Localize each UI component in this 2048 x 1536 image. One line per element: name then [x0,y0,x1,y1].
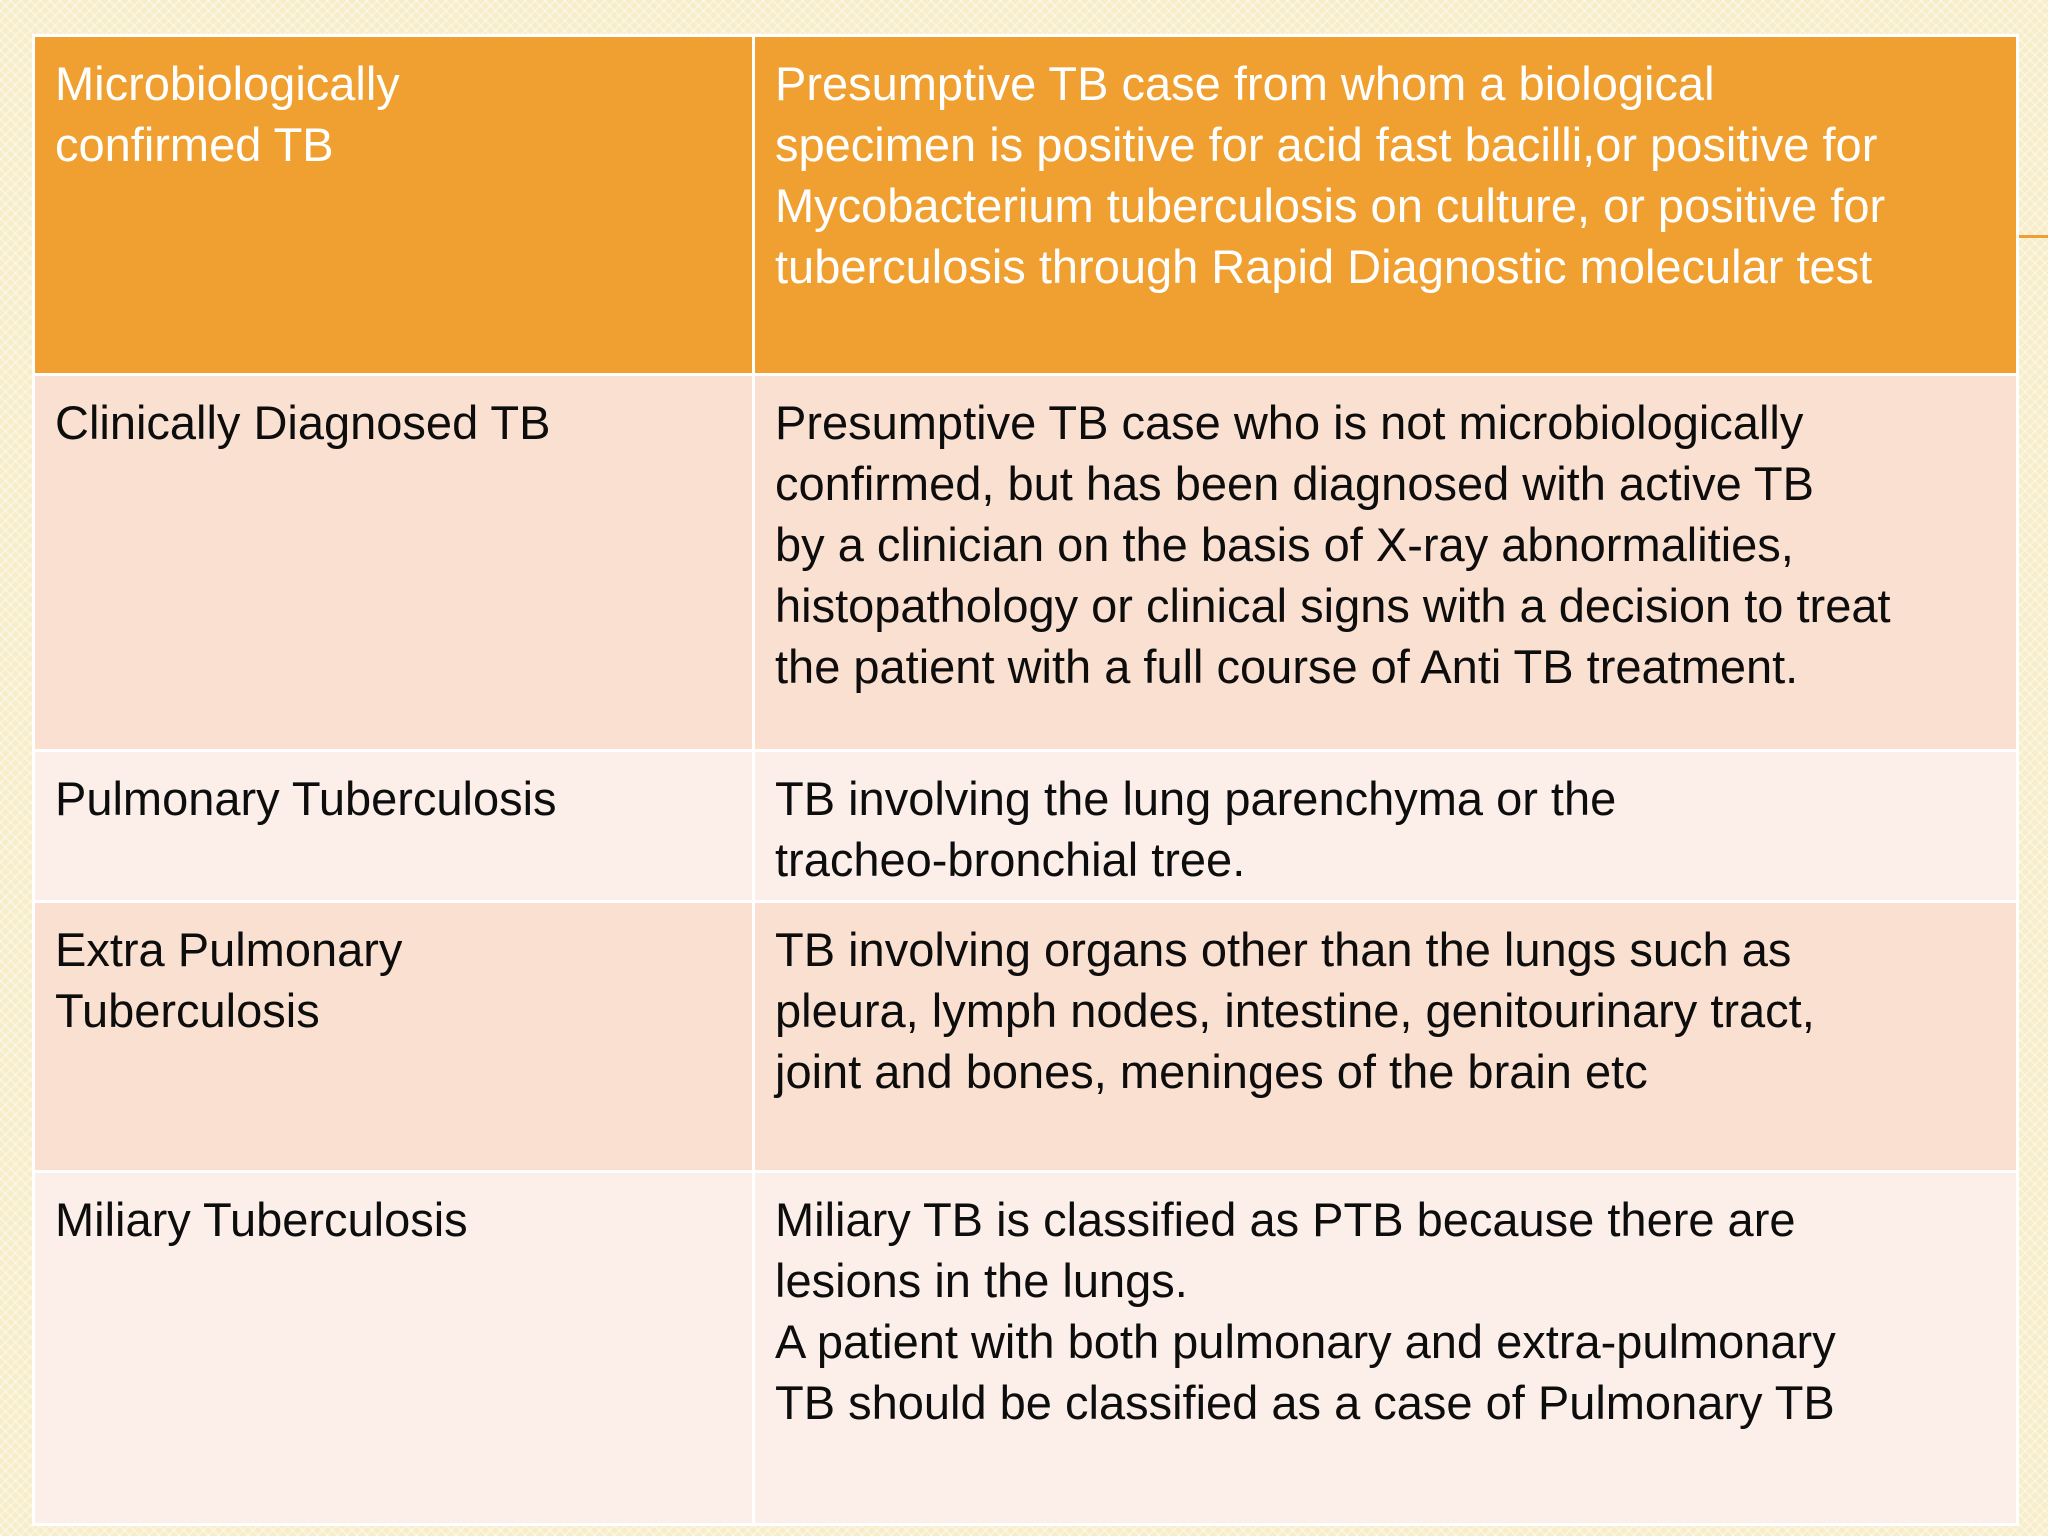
definition-line: TB involving the lung parenchyma or the [775,772,1617,825]
term-line: Miliary Tuberculosis [55,1193,468,1246]
definition-line: the patient with a full course of Anti TB treatment. [775,640,1799,693]
definition-line: A patient with both pulmonary and extra-pulmonary [775,1315,1836,1368]
definition-line: histopathology or clinical signs with a decision to treat [775,579,1891,632]
term-cell [34,1172,754,1525]
definition-line: Mycobacterium tuberculosis on culture, or positive for [775,179,1886,232]
definition-line: joint and bones, meninges of the brain etc [775,1045,1648,1098]
definition-line: tracheo-bronchial tree. [775,833,1246,886]
term-line: Clinically Diagnosed TB [55,396,551,449]
term-line: Tuberculosis [55,984,320,1037]
definition-line: Presumptive TB case from whom a biological [775,57,1715,110]
definition-line: by a clinician on the basis of X-ray abnormalities, [775,518,1794,571]
table-row [34,375,2018,751]
definition-cell [754,36,2018,375]
table-header-row [34,36,2018,375]
definition-line: confirmed, but has been diagnosed with active TB [775,457,1814,510]
definition-cell [754,751,2018,902]
table-row [34,1172,2018,1525]
term-cell [34,902,754,1172]
slide-accent-line [2014,235,2048,238]
definition-cell [754,1172,2018,1525]
term-cell [34,751,754,902]
definition-line: lesions in the lungs. [775,1254,1188,1307]
definition-cell [754,375,2018,751]
table-row [34,902,2018,1172]
term-line: Microbiologically [55,57,400,110]
definition-line: TB involving organs other than the lungs such as [775,923,1792,976]
term-cell [34,36,754,375]
definition-line: TB should be classified as a case of Pulmonary TB [775,1376,1835,1429]
definition-line: tuberculosis through Rapid Diagnostic molecular test [775,240,1873,293]
definition-line: specimen is positive for acid fast bacilli,or positive for [775,118,1878,171]
definition-line: Miliary TB is classified as PTB because there are [775,1193,1796,1246]
definition-line: Presumptive TB case who is not microbiologically [775,396,1804,449]
term-cell [34,375,754,751]
tb-definitions-table [32,34,2019,1526]
definition-line: pleura, lymph nodes, intestine, genitourinary tract, [775,984,1815,1037]
definition-cell [754,902,2018,1172]
term-line: Extra Pulmonary [55,923,403,976]
term-line: Pulmonary Tuberculosis [55,772,557,825]
term-line: confirmed TB [55,118,334,171]
table-row [34,751,2018,902]
